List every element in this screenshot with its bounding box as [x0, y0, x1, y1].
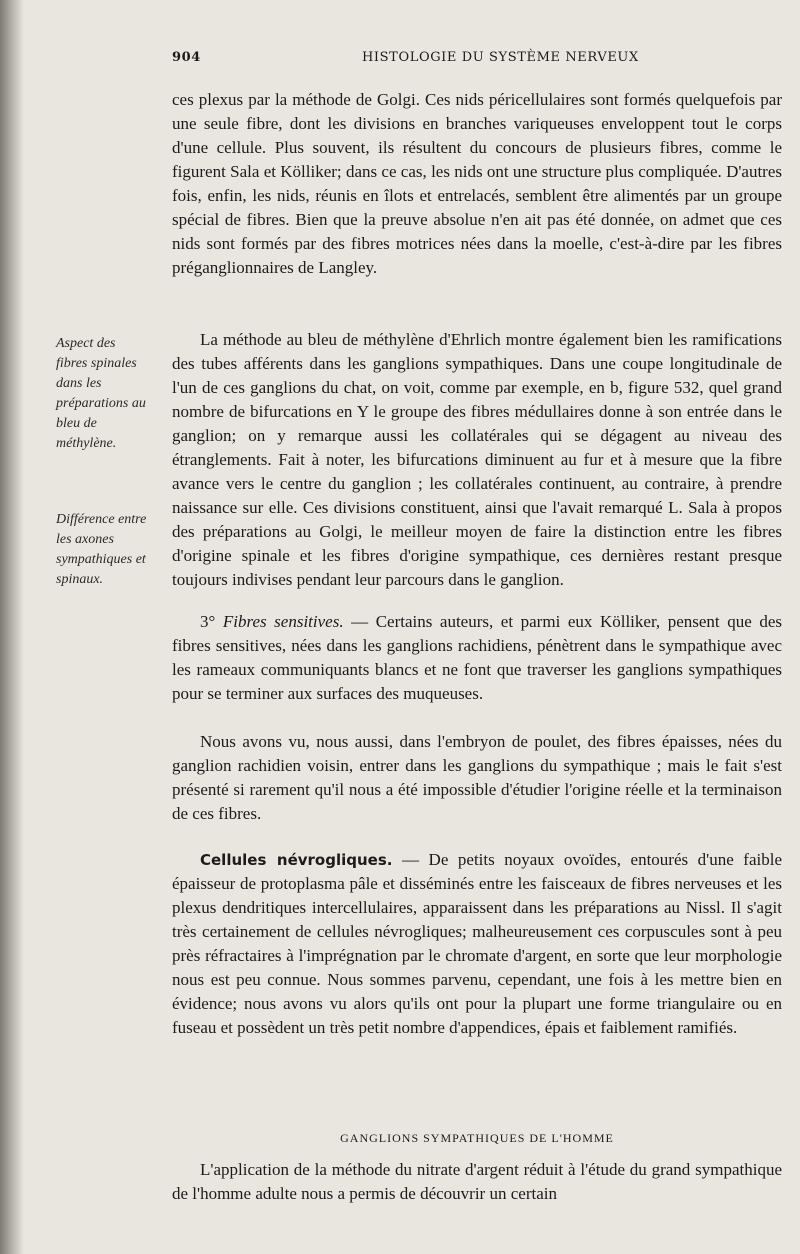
- paragraph-sensory-fibres: [172, 610, 782, 706]
- paragraph-methylene-blue: La méthode au bleu de méthylène d'Ehrlich montre également bien les ramifications des tubes afférents dans les ganglions sympathiques. Dans une coupe longitudinale de l'un de ces ganglions du chat, on voit, comme par exemple, en b, figure 532, quel grand nombre de bifurcations en Y le groupe des fibres médullaires donne à son entrée dans le ganglion; on y remarque aussi les collatérales qui se dégagent au niveau des étranglements. Fait à noter, les bifurcations diminuent au fur et à mesure que la fibre avance vers le centre du ganglion ; les collatérales continuent, au contraire, à prendre naissance sur elle. Ces divisions constituent, ainsi que l'avait remarqué L. Sala à propos des préparations au Golgi, le meilleur moyen de faire la distinction entre les fibres d'origine spinale et les fibres d'origine sympathique, ces dernières restant presque toujours indivises pendant leur parcours dans le ganglion.: [172, 330, 782, 589]
- margin-note-axon-difference: Différence entre les axones sympathiques et spinaux.: [56, 512, 147, 587]
- inline-heading-sensory-fibres: Fibres sensitives.: [222, 612, 344, 631]
- running-title: HISTOLOGIE DU SYSTÈME NERVEUX: [362, 50, 639, 65]
- section-number: 3°: [200, 612, 223, 631]
- paragraph-chick-embryo: Nous avons vu, nous aussi, dans l'embryon de poulet, des fibres épaisses, nées du ganglion rachidien voisin, entrer dans les ganglions du sympathique ; mais le fait s'est présenté si rarement qu'il nous a été impossible d'étudier l'origine réelle et la terminaison de ces fibres.: [172, 732, 782, 823]
- section-heading-human-ganglia: GANGLIONS SYMPATHIQUES DE L'HOMME: [340, 1131, 614, 1145]
- page-binding-shadow: [0, 0, 24, 1254]
- paragraph-silver-nitrate: L'application de la méthode du nitrate d'argent réduit à l'étude du grand sympathique de l'homme adulte nous a permis de découvrir un certain: [172, 1160, 782, 1203]
- body-text: [172, 88, 782, 1203]
- paragraph-sensory-fibres-body: — Certains auteurs, et parmi eux Kölliker, pensent que des fibres sensitives, nées dans les ganglions rachidiens, pénètrent dans le sympathique avec les rameaux communiquants blancs et ne font que traverser les ganglions sympathiques pour se terminer aux surfaces des muqueuses.: [172, 612, 782, 703]
- page-number: 904: [172, 50, 201, 65]
- page-header: [172, 50, 732, 70]
- paragraph-glial-cells-body: — De petits noyaux ovoïdes, entourés d'une faible épaisseur de protoplasma pâle et disséminés entre les faisceaux de fibres nerveuses et les plexus dendritiques intercellulaires, apparaissent dans les préparations au Nissl. Il s'agit très certainement de cellules névrogliques; malheureusement ces corpuscules sont à peu près réfractaires à l'imprégnation par le chromate d'argent, en sorte que leur morphologie nous est peu connue. Nous sommes parvenu, cependant, une fois à les mettre bien en évidence; nous avons vu alors qu'ils ont pour la plupart une forme triangulaire ou en fuseau et possèdent un très petit nombre d'appendices, épais et faiblement ramifiés.: [172, 850, 782, 1037]
- paragraph-golgi-plexus: ces plexus par la méthode de Golgi. Ces nids péricellulaires sont formés quelquefois par une seule fibre, dont les divisions en branches variqueuses enveloppent tout le corps d'une cellule. Plus souvent, ils résultent du concours de plusieurs fibres, comme le figurent Sala et Kölliker; dans ce cas, les nids ont une structure plus compliquée. D'autres fois, enfin, les nids, réunis en îlots et entrelacés, semblent être alimentés par un groupe spécial de fibres. Bien que la preuve absolue n'en ait pas été donnée, on admet que ces nids sont formés par des fibres motrices nées dans la moelle, c'est-à-dire par les fibres préganglionnaires de Langley.: [172, 90, 782, 277]
- paragraph-glial-cells: [172, 848, 782, 1040]
- margin-note-methylene-blue: Aspect des fibres spinales dans les préparations au bleu de méthylène.: [56, 336, 146, 451]
- inline-heading-glial-cells: Cellules névrogliques.: [200, 851, 393, 869]
